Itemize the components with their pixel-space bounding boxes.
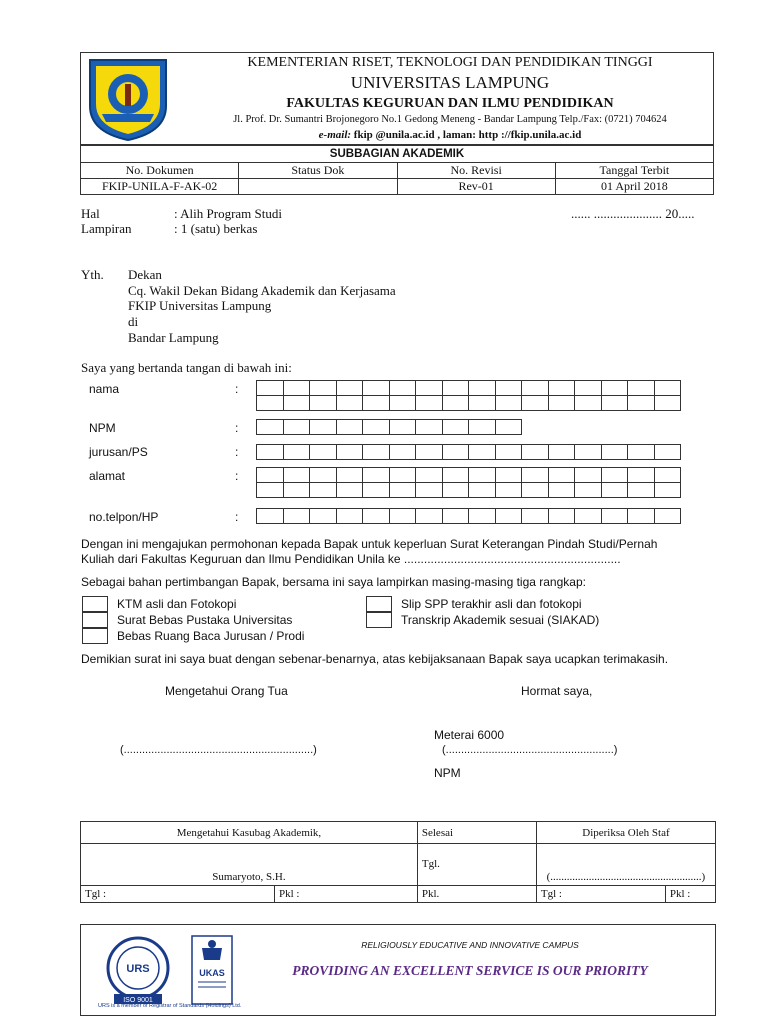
lampiran-value: : 1 (satu) berkas [174, 221, 258, 236]
nama-colon: : [235, 382, 239, 396]
checkbox-slip-spp[interactable] [366, 596, 392, 612]
section-title: SUBBAGIAN AKADEMIK [80, 145, 714, 162]
meta-header-revisi: No. Revisi [397, 163, 555, 179]
checkbox-ruang-baca[interactable] [82, 628, 108, 644]
yth: Yth. [81, 267, 104, 282]
npm-colon: : [235, 421, 239, 435]
telpon-label: no.telpon/HP [89, 510, 159, 524]
meterai: Meterai 6000 [434, 728, 505, 742]
lampiran-label: Lampiran [81, 221, 132, 236]
contact-line [180, 129, 720, 141]
pkl-staf: Pkl : [665, 886, 715, 903]
tgl-staf: Tgl : [536, 886, 665, 903]
telpon-colon: : [235, 510, 239, 524]
alamat-boxes-row1[interactable] [256, 467, 680, 483]
staf-signature-line: (.......................................................) [536, 844, 715, 886]
npm-label: NPM [89, 421, 116, 435]
kasubag-name: Sumaryoto, S.H. [81, 844, 418, 886]
check-label-ruang-baca: Bebas Ruang Baca Jurusan / Prodi [117, 629, 305, 643]
check-label-transkrip: Transkrip Akademik sesuai (SIAKAD) [401, 613, 600, 627]
tgl-kasubag: Tgl : [81, 886, 275, 903]
ministry-name: KEMENTERIAN RISET, TEKNOLOGI DAN PENDIDIKAN TINGGI [247, 55, 653, 70]
check-label-slip-spp: Slip SPP terakhir asli dan fotokopi [401, 597, 582, 611]
nama-boxes-row2[interactable] [256, 395, 680, 411]
hal-value: : Alih Program Studi [174, 206, 282, 221]
urs-text: URS [126, 963, 150, 975]
staf-header: Diperiksa Oleh Staf [536, 822, 715, 844]
sender-npm: NPM [434, 766, 461, 780]
faculty-name: FAKULTAS KEGURUAN DAN ILMU PENDIDIKAN [286, 96, 614, 111]
addressee-1: Dekan [128, 267, 162, 282]
meta-header-status: Status Dok [239, 163, 397, 179]
kasubag-header: Mengetahui Kasubag Akademik, [81, 822, 418, 844]
motto-big: PROVIDING AN EXCELLENT SERVICE IS OUR PRIORITY [292, 963, 648, 978]
addressee-3: FKIP Universitas Lampung [128, 298, 272, 313]
parent-label: Mengetahui Orang Tua [165, 684, 288, 698]
alamat-label: alamat [89, 469, 126, 483]
sender-signature-line: (.......................................................) [442, 744, 618, 756]
jurusan-colon: : [235, 445, 239, 459]
meta-value-status [239, 179, 397, 195]
nama-label: nama [89, 382, 120, 396]
checkbox-transkrip[interactable] [366, 612, 392, 628]
jurusan-boxes[interactable] [256, 444, 680, 460]
meta-header-dokumen: No. Dokumen [81, 163, 239, 179]
registrar-note: URS is a member of Registrar of Standards (Holdings) Ltd. [98, 1003, 242, 1009]
alamat-boxes-row2[interactable] [256, 482, 680, 498]
iso-text: ISO 9001 [123, 997, 153, 1004]
attachments-intro: Sebagai bahan pertimbangan Bapak, bersama ini saya lampirkan masing-masing tiga rangkap: [81, 575, 586, 589]
email-label: e-mail: [318, 129, 352, 141]
motto-small: RELIGIOUSLY EDUCATIVE AND INNOVATIVE CAMPUS [361, 940, 579, 950]
urs-certification-logo [98, 934, 178, 1006]
hal-label: Hal [81, 206, 100, 221]
request-line-2: Kuliah dari Fakultas Keguruan dan Ilmu Pendidikan Unila ke ................................................................. [81, 552, 621, 566]
university-name: UNIVERSITAS LAMPUNG [350, 73, 550, 92]
document-meta-table [80, 162, 714, 195]
jurusan-label: jurusan/PS [89, 445, 148, 459]
ukas-logo [190, 934, 234, 1006]
selesai-tgl: Tgl. [417, 844, 536, 886]
telpon-boxes[interactable] [256, 508, 680, 524]
meta-value-revisi: Rev-01 [397, 179, 555, 195]
check-label-bebas-pustaka: Surat Bebas Pustaka Universitas [117, 613, 293, 627]
addressee-2: Cq. Wakil Dekan Bidang Akademik dan Kerjasama [128, 283, 396, 298]
closing-text: Demikian surat ini saya buat dengan sebenar-benarnya, atas kebijaksanaan Bapak saya ucapkan terimakasih. [81, 652, 669, 666]
check-label-ktm: KTM asli dan Fotokopi [117, 597, 237, 611]
meta-header-tanggal: Tanggal Terbit [555, 163, 713, 179]
meta-value-tanggal: 01 April 2018 [555, 179, 713, 195]
date-line: ...... ..................... 20..... [571, 206, 695, 221]
ukas-text: UKAS [199, 968, 225, 978]
sender-label: Hormat saya, [521, 684, 593, 698]
address: Jl. Prof. Dr. Sumantri Brojonegoro No.1 Gedong Meneng - Bandar Lampung Telp./Fax: (0721) 704624 [233, 114, 667, 125]
approval-table [80, 821, 716, 903]
email-text: fkip @unila.ac.id , laman: http ://fkip.unila.ac.id [351, 129, 582, 141]
pkl-selesai: Pkl. [417, 886, 536, 903]
intro-text: Saya yang bertanda tangan di bawah ini: [81, 360, 292, 375]
nama-boxes-row1[interactable] [256, 380, 680, 396]
addressee-4: di [128, 314, 139, 329]
selesai-header: Selesai [417, 822, 536, 844]
pkl-kasubag: Pkl : [275, 886, 418, 903]
addressee-5: Bandar Lampung [128, 330, 219, 345]
meta-value-dokumen: FKIP-UNILA-F-AK-02 [81, 179, 239, 195]
university-logo [82, 54, 174, 142]
request-line-1: Dengan ini mengajukan permohonan kepada Bapak untuk keperluan Surat Keterangan Pindah Studi/Pernah [81, 537, 658, 551]
parent-signature-line: (..............................................................) [120, 744, 317, 756]
npm-boxes[interactable] [256, 419, 521, 435]
checkbox-ktm[interactable] [82, 596, 108, 612]
alamat-colon: : [235, 469, 239, 483]
checkbox-bebas-pustaka[interactable] [82, 612, 108, 628]
